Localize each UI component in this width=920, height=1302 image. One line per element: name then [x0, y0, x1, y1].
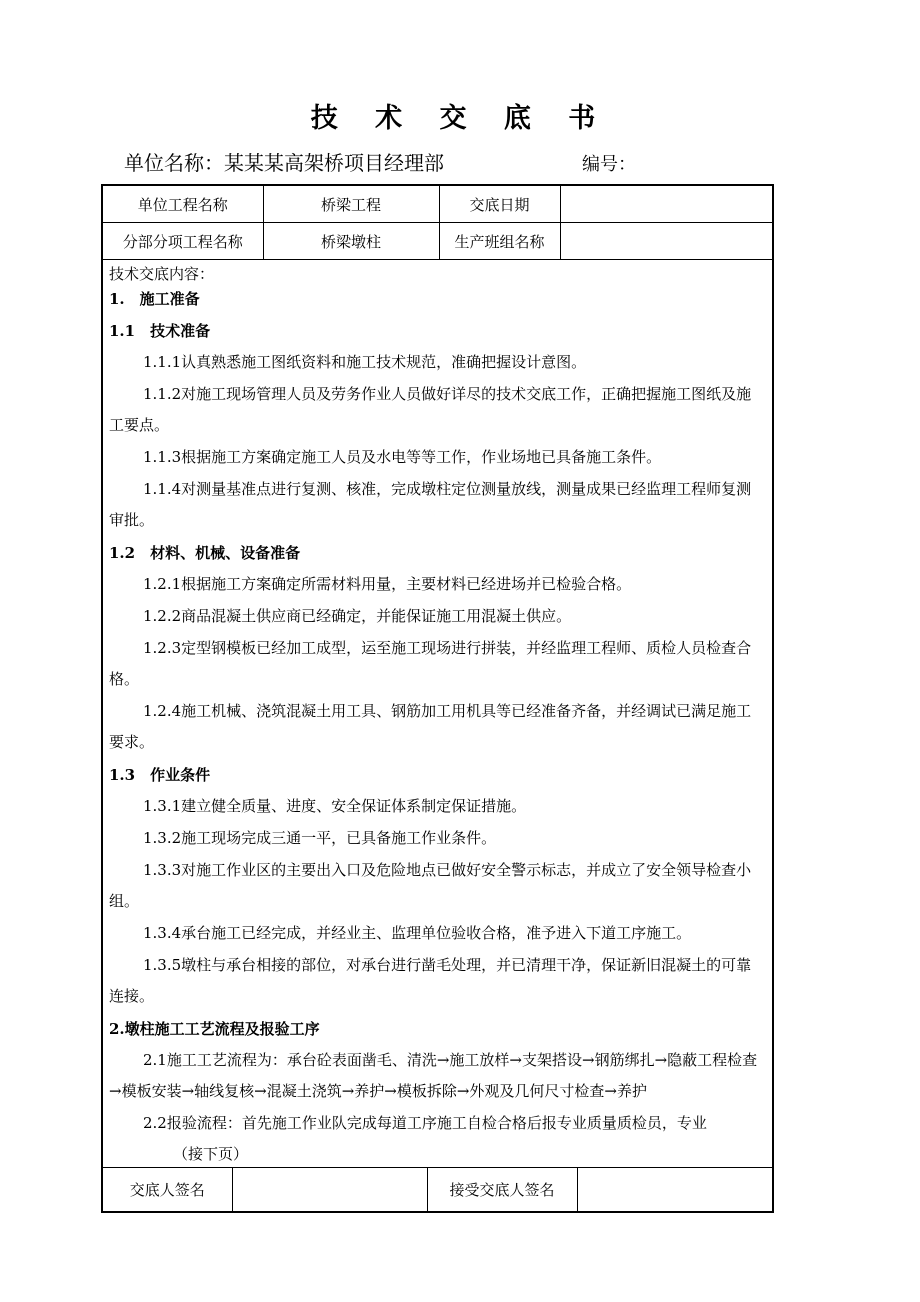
subsection-heading: 1.2 材料、机械、设备准备	[109, 544, 301, 562]
paragraph: 2.2报验流程：首先施工作业队完成每道工序施工自检合格后报专业质量质检员，专业	[143, 1114, 707, 1132]
unit-name: 单位名称：某某某高架桥项目经理部	[124, 151, 444, 175]
subproject-name-value: 桥梁墩柱	[263, 223, 439, 260]
section-heading: 1. 施工准备	[109, 290, 200, 308]
signature-table	[103, 1167, 772, 1211]
subsection-heading: 1.3 作业条件	[109, 766, 211, 784]
disclosure-content	[103, 263, 772, 1168]
header-table	[103, 186, 772, 260]
document-title: 技 术 交 底 书	[310, 103, 610, 134]
paragraph: 1.3.3对施工作业区的主要出入口及危险地点已做好安全警示标志，并成立了安全领导检查小组。	[109, 861, 752, 910]
disclosure-date-value	[560, 186, 772, 223]
serial-number-label: 编号：	[582, 154, 636, 175]
subproject-name-label: 分部分项工程名称	[103, 223, 263, 260]
header-row-project	[103, 186, 772, 223]
paragraph: 1.2.3定型钢模板已经加工成型，运至施工现场进行拼装，并经监理工程师、质检人员检查合格。	[109, 639, 752, 688]
receiver-signature-field[interactable]	[577, 1168, 772, 1212]
giver-signature-label: 交底人签名	[103, 1168, 232, 1212]
team-name-label: 生产班组名称	[439, 223, 560, 260]
paragraph: 1.2.1根据施工方案确定所需材料用量，主要材料已经进场并已检验合格。	[143, 575, 632, 593]
paragraph: 1.1.1认真熟悉施工图纸资料和施工技术规范，准确把握设计意图。	[143, 353, 587, 371]
giver-signature-field[interactable]	[232, 1168, 427, 1212]
paragraph: 1.1.4对测量基准点进行复测、核准，完成墩柱定位测量放线，测量成果已经监理工程师复测审批。	[109, 480, 752, 529]
paragraph: 1.2.4施工机械、浇筑混凝土用工具、钢筋加工用机具等已经准备齐备，并经调试已满足施工要求。	[109, 702, 752, 751]
paragraph: 1.3.4承台施工已经完成，并经业主、监理单位验收合格，准予进入下道工序施工。	[143, 924, 692, 942]
subsection-heading: 1.1 技术准备	[109, 322, 211, 340]
paragraph: 1.2.2商品混凝土供应商已经确定，并能保证施工用混凝土供应。	[143, 607, 572, 625]
project-name-label: 单位工程名称	[103, 186, 263, 223]
team-name-value	[560, 223, 772, 260]
signature-row	[103, 1168, 772, 1212]
receiver-signature-label: 接受交底人签名	[427, 1168, 577, 1212]
paragraph: 1.3.2施工现场完成三通一平，已具备施工作业条件。	[143, 829, 497, 847]
header-row-subproject	[103, 223, 772, 260]
paragraph: 1.3.1建立健全质量、进度、安全保证体系制定保证措施。	[143, 797, 527, 815]
paragraph: 1.1.3根据施工方案确定施工人员及水电等等工作，作业场地已具备施工条件。	[143, 448, 662, 466]
paragraph: 2.1施工工艺流程为：承台砼表面凿毛、清洗→施工放样→支架搭设→钢筋绑扎→隐蔽工程检查→模板安装→轴线复核→混凝土浇筑→养护→模板拆除→外观及几何尺寸检查→养护	[109, 1051, 758, 1100]
disclosure-date-label: 交底日期	[439, 186, 560, 223]
paragraph: 1.3.5墩柱与承台相接的部位，对承台进行凿毛处理，并已清理干净，保证新旧混凝土的可靠连接。	[109, 956, 752, 1005]
content-label: 技术交底内容：	[109, 265, 215, 283]
paragraph: 1.1.2对施工现场管理人员及劳务作业人员做好详尽的技术交底工作，正确把握施工图纸及施工要点。	[109, 385, 752, 434]
section-heading: 2.墩柱施工工艺流程及报验工序	[109, 1020, 320, 1038]
continued-note: （接下页）	[173, 1145, 249, 1163]
project-name-value: 桥梁工程	[263, 186, 439, 223]
disclosure-form	[101, 184, 774, 1213]
